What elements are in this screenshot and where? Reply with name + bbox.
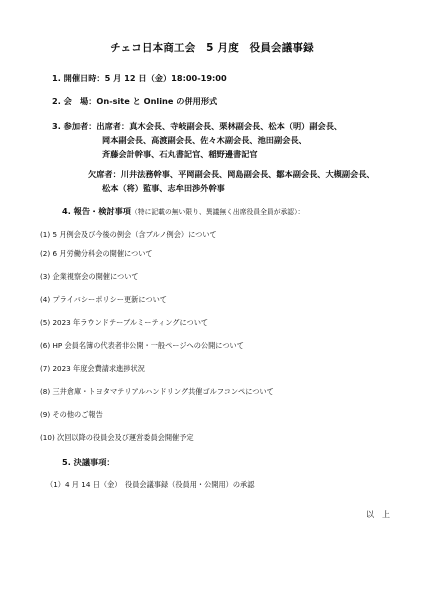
reports-note: （特に記載の無い限り、異議無く出席役員全員が承認）： xyxy=(130,208,305,216)
meeting-venue: 2. 会 場：On-site と Online の併用形式 xyxy=(52,96,218,106)
report-item: (2) 6 月労働分科会の開催について xyxy=(40,249,153,258)
meeting-datetime: 1. 開催日時：5 月 12 日（金）18:00-19:00 xyxy=(52,73,227,83)
report-item: (8) 三井倉庫・トヨタマテリアルハンドリング共催ゴルフコンペについて xyxy=(40,387,274,396)
attendees-line: 真木会長、寺岐副会長、栗林副会長、松本（明）副会長、 xyxy=(129,121,343,131)
reports-heading-text: 4. 報告・検討事項 xyxy=(62,206,131,216)
report-item: (4) プライバシーポリシー更新について xyxy=(40,295,167,304)
attendees-line: 岡本副会長、高渡副会長、佐々木副会長、池田副会長、 xyxy=(102,135,307,145)
report-item: (3) 企業視察会の開催について xyxy=(40,272,139,281)
participants-prefix: 3. 参加者： xyxy=(52,121,97,131)
document-title: チェコ日本商工会 5 月度 役員会議事録 xyxy=(110,42,314,54)
report-item: (1) 5 月例会及び今後の例会（含ブルノ例会）について xyxy=(40,230,217,239)
report-item: (6) HP 会員名簿の代表者非公開・一般ページへの公開について xyxy=(40,341,244,350)
report-item: (5) 2023 年ラウンドテーブルミーティングについて xyxy=(40,318,209,327)
resolution-item: （1）4 月 14 日（金） 役員会議事録（役員用・公開用）の承認 xyxy=(46,480,255,489)
absentees-heading xyxy=(88,169,375,180)
participants-heading xyxy=(52,121,342,132)
attendees-line: 斉藤会計幹事、石丸書記官、稲野邊書記官 xyxy=(102,149,258,159)
absentees-line: 松本（将）監事、志牟田渉外幹事 xyxy=(102,183,225,193)
reports-heading xyxy=(62,206,304,218)
attendees-label: 出席者： xyxy=(96,121,130,131)
closing-mark: 以 上 xyxy=(366,510,390,519)
report-item: (9) その他のご報告 xyxy=(40,410,103,419)
resolutions-heading: 5. 決議事項： xyxy=(62,457,115,467)
absentees-line: 川井法務幹事、平岡副会長、岡島副会長、鄒本副会長、大槻副会長、 xyxy=(120,169,375,179)
report-item: (7) 2023 年度会費請求進捗状況 xyxy=(40,364,145,373)
report-item: (10) 次回以降の役員会及び運営委員会開催予定 xyxy=(40,433,194,442)
absentees-label: 欠席者： xyxy=(88,169,121,179)
